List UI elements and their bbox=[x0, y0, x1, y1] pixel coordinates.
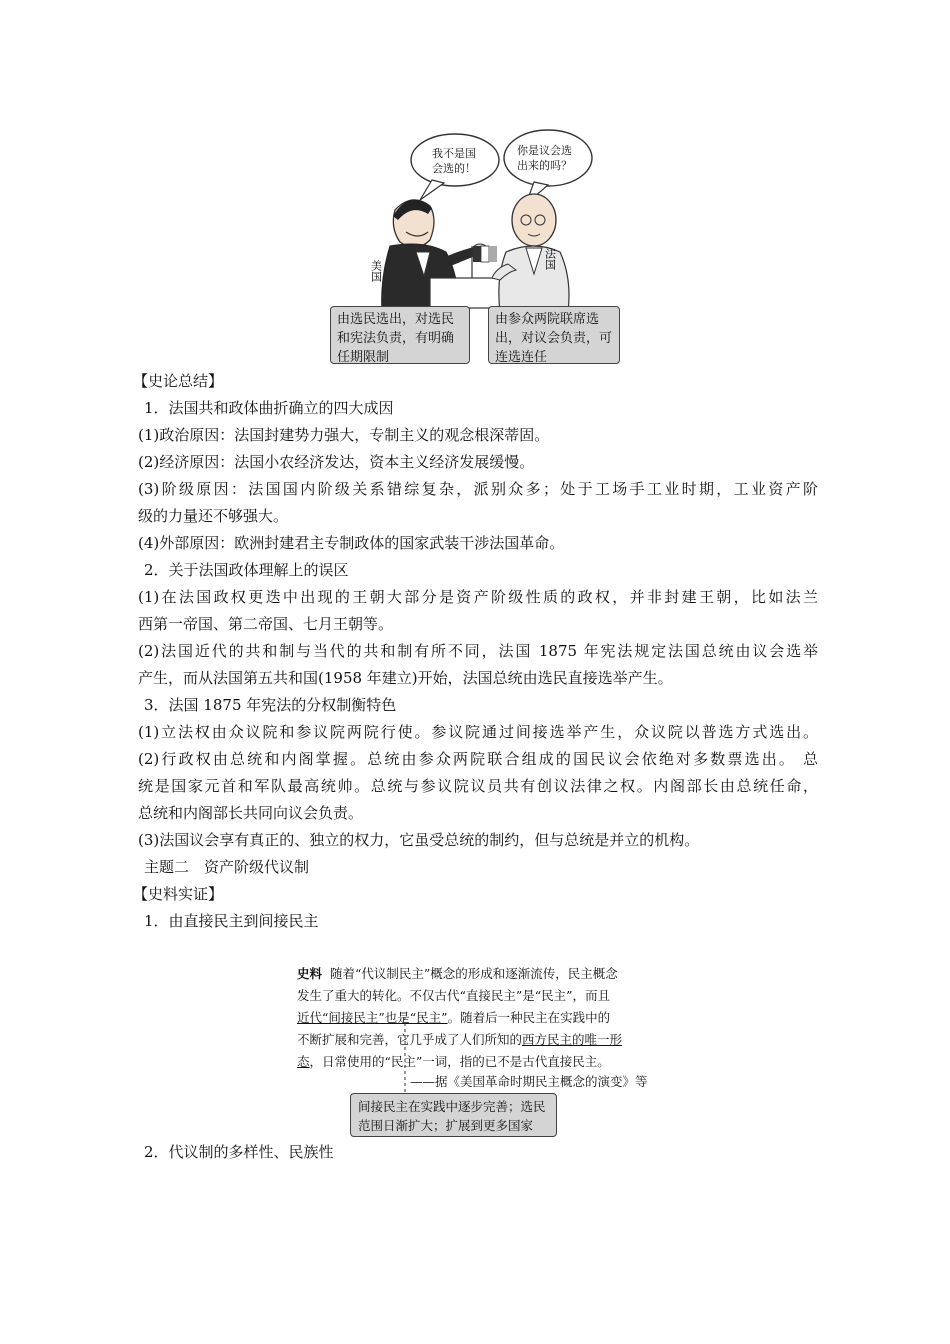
bubble-right-line2: 出来的吗？ bbox=[517, 159, 572, 172]
summary-q1-line2: 西第一帝国、第二帝国、七月王朝等。 bbox=[138, 615, 394, 633]
source-line-4: 不断扩展和完善，它几乎成了人们所知的 bbox=[297, 1032, 523, 1047]
source-line-5-underlined: 态 bbox=[297, 1054, 310, 1069]
source-citation: ——据《美国革命时期民主概念的演变》等 bbox=[410, 1074, 648, 1089]
summary-r3: (3)法国议会享有真正的、独立的权力，它虽受总统的制约，但与总统是并立的机构。 bbox=[138, 831, 700, 849]
source-line-3: 。随着后一种民主在实践中的 bbox=[447, 1010, 611, 1025]
summary-q1-line1: (1)在法国政权更迭中出现的王朝大部分是资产阶级性质的政权，并非封建王朝，比如法兰 bbox=[138, 588, 818, 606]
label-usa: 美国 bbox=[369, 260, 383, 282]
section-heading-evidence: 【史料实证】 bbox=[133, 885, 224, 903]
theme-two-title: 主题二 资产阶级代议制 bbox=[144, 858, 310, 876]
source-line-1: 随着“代议制民主”概念的形成和逐渐流传，民主概念 bbox=[329, 966, 618, 981]
label-france: 法国 bbox=[543, 248, 557, 270]
bubble-left-line1: 我不是国 bbox=[432, 147, 476, 160]
source-label: 史料 bbox=[297, 966, 323, 981]
summary-p4: (4)外部原因：欧洲封建君主专制政体的国家武装干涉法国革命。 bbox=[138, 534, 565, 552]
summary-q2-line2: 产生，而从法国第五共和国(1958 年建立)开始，法国总统由选民直接选举产生。 bbox=[138, 669, 673, 687]
bubble-right-line1: 你是议会选 bbox=[517, 144, 572, 157]
summary-item-3: 3．法国 1875 年宪法的分权制衡特色 bbox=[144, 696, 397, 714]
summary-item-2: 2．关于法国政体理解上的误区 bbox=[144, 561, 349, 579]
source-line-3-underlined: 近代“间接民主”也是“民主” bbox=[297, 1010, 448, 1025]
bubble-left-line2: 会选的！ bbox=[432, 162, 476, 175]
summary-p2: (2)经济原因：法国小农经济发达，资本主义经济发展缓慢。 bbox=[138, 453, 535, 471]
summary-p3-line2: 级的力量还不够强大。 bbox=[138, 507, 289, 525]
caption-usa: 由选民选出，对选民和宪法负责，有明确任期限制 bbox=[330, 306, 470, 364]
summary-p3-line1: (3)阶级原因：法国国内阶级关系错综复杂，派别众多；处于工场手工业时期，工业资产阶 bbox=[138, 480, 818, 498]
evidence-item-2: 2．代议制的多样性、民族性 bbox=[144, 1143, 334, 1161]
summary-r2-line1: (2)行政权由总统和内阁掌握。总统由参众两院联合组成的国民议会依绝对多数票选出。 总 bbox=[138, 750, 818, 768]
summary-r1: (1)立法权由众议院和参议院两院行使。参议院通过间接选举产生，众议院以普选方式选出。 bbox=[138, 723, 818, 741]
source-line-2: 发生了重大的转化。不仅古代“直接民主”是“民主”，而且 bbox=[297, 988, 611, 1003]
section-heading-summary: 【史论总结】 bbox=[133, 372, 224, 390]
source-line-5: ，日常使用的“民主”一词，指的已不是古代直接民主。 bbox=[309, 1054, 610, 1069]
france-flag bbox=[472, 246, 497, 278]
summary-q2-line1: (2)法国近代的共和制与当代的共和制有所不同，法国 1875 年宪法规定法国总统由议会选举 bbox=[138, 642, 818, 660]
cartoon-illustration bbox=[320, 128, 630, 366]
summary-r2-line3: 总统和内阁部长共同向议会负责。 bbox=[138, 804, 364, 822]
summary-p1: (1)政治原因：法国封建势力强大，专制主义的观念根深蒂固。 bbox=[138, 426, 550, 444]
source-line-4-underlined: 西方民主的唯一形 bbox=[522, 1032, 623, 1047]
caption-france: 由参众两院联席选出，对议会负责，可连选连任 bbox=[488, 306, 620, 364]
source-excerpt bbox=[297, 963, 657, 1093]
source-summary-box: 间接民主在实践中逐步完善；选民范围日渐扩大；扩展到更多国家 bbox=[350, 1093, 557, 1137]
evidence-item-1: 1．由直接民主到间接民主 bbox=[144, 912, 319, 930]
source-connector bbox=[297, 963, 657, 1093]
summary-r2-line2: 统是国家元首和军队最高统帅。总统与参议院议员共有创议法律之权。内阁部长由总统任命， bbox=[138, 777, 818, 795]
france-figure bbox=[492, 194, 569, 312]
summary-item-1: 1．法国共和政体曲折确立的四大成因 bbox=[144, 399, 394, 417]
